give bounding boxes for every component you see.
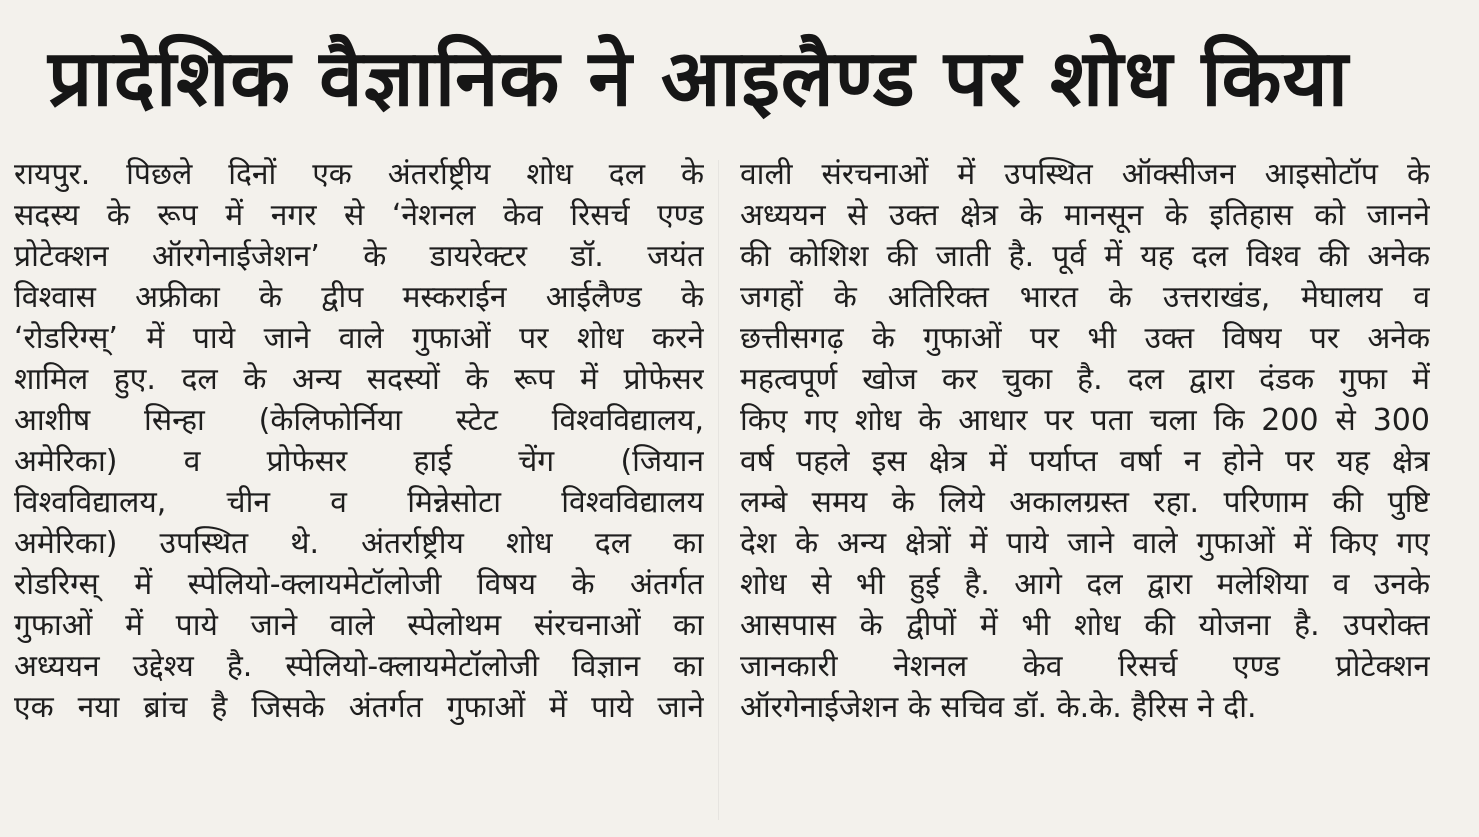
text-line: किए गए शोध के आधार पर पता चला कि 200 से 300 xyxy=(740,403,1430,438)
text-line: वाली संरचनाओं में उपस्थित ऑक्सीजन आइसोटॉप के xyxy=(740,157,1430,192)
text-line: आशीष सिन्हा (केलिफोर्निया स्टेट विश्वविद्यालय, xyxy=(14,403,704,438)
text-line: अमेरिका) व प्रोफेसर हाई चेंग (जियान xyxy=(14,444,704,479)
text-line: विश्वविद्यालय, चीन व मिन्नेसोटा विश्वविद्यालय xyxy=(14,485,704,520)
text-line: रायपुर. पिछले दिनों एक अंतर्राष्ट्रीय शोध दल के xyxy=(14,157,704,192)
text-line: प्रोटेक्शन ऑरगेनाईजेशन’ के डायरेक्टर डॉ. जयंत xyxy=(14,239,704,274)
text-line: आसपास के द्वीपों में भी शोध की योजना है. उपरोक्त xyxy=(740,608,1430,643)
text-line: ‘रोडरिग्स्’ में पाये जाने वाले गुफाओं पर शोध करने xyxy=(14,321,704,356)
text-line: महत्वपूर्ण खोज कर चुका है. दल द्वारा दंडक गुफा में xyxy=(740,362,1430,397)
text-line: लम्बे समय के लिये अकालग्रस्त रहा. परिणाम की पुष्टि xyxy=(740,485,1430,520)
text-line: छत्तीसगढ़ के गुफाओं पर भी उक्त विषय पर अनेक xyxy=(740,321,1430,356)
column-gutter xyxy=(718,160,719,820)
article-column-right xyxy=(740,154,1430,824)
text-line: देश के अन्य क्षेत्रों में पाये जाने वाले गुफाओं में किए गए xyxy=(740,526,1430,561)
text-line: अमेरिका) उपस्थित थे. अंतर्राष्ट्रीय शोध दल का xyxy=(14,526,704,561)
text-line: शामिल हुए. दल के अन्य सदस्यों के रूप में प्रोफेसर xyxy=(14,362,704,397)
text-line: रोडरिग्स् में स्पेलियो-क्लायमेटॉलोजी विषय के अंतर्गत xyxy=(14,567,704,602)
text-line: अध्ययन से उक्त क्षेत्र के मानसून के इतिहास को जानने xyxy=(740,198,1430,233)
text-line: की कोशिश की जाती है. पूर्व में यह दल विश्व की अनेक xyxy=(740,239,1430,274)
text-line: जगहों के अतिरिक्त भारत के उत्तराखंड, मेघालय व xyxy=(740,280,1430,315)
text-line: विश्वास अफ्रीका के द्वीप मस्कराईन आईलैण्ड के xyxy=(14,280,704,315)
text-line: जानकारी नेशनल केव रिसर्च एण्ड प्रोटेक्शन xyxy=(740,649,1430,684)
article-column-left xyxy=(14,154,704,824)
text-line: शोध से भी हुई है. आगे दल द्वारा मलेशिया व उनके xyxy=(740,567,1430,602)
text-line: गुफाओं में पाये जाने वाले स्पेलोथम संरचनाओं का xyxy=(14,608,704,643)
text-line: वर्ष पहले इस क्षेत्र में पर्याप्त वर्षा न होने पर यह क्षेत्र xyxy=(740,444,1430,479)
text-line: अध्ययन उद्देश्य है. स्पेलियो-क्लायमेटॉलोजी विज्ञान का xyxy=(14,649,704,684)
text-line: सदस्य के रूप में नगर से ‘नेशनल केव रिसर्च एण्ड xyxy=(14,198,704,233)
text-line: ऑरगेनाईजेशन के सचिव डॉ. के.के. हैरिस ने दी. xyxy=(740,690,1257,725)
text-line: एक नया ब्रांच है जिसके अंतर्गत गुफाओं में पाये जाने xyxy=(14,690,704,725)
headline: प्रादेशिक वैज्ञानिक ने आइलैण्ड पर शोध किया xyxy=(48,34,1349,124)
